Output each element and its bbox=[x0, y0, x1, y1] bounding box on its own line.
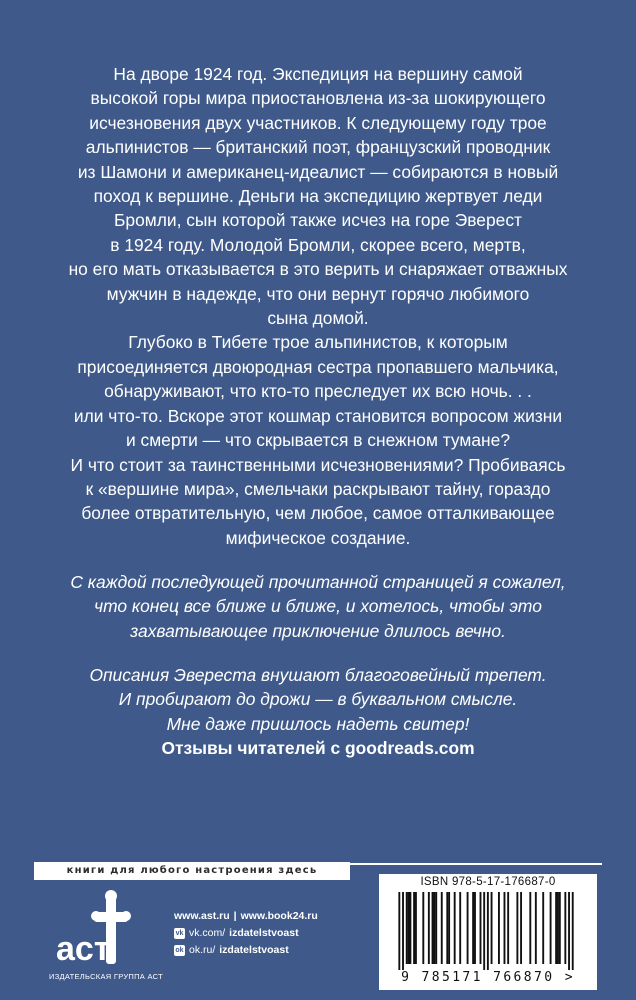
barcode-bar bbox=[529, 892, 531, 964]
blurb-line: в 1924 году. Молодой Бромли, скорее всего, мертв, bbox=[110, 234, 526, 255]
barcode-digits: 9 785171 766870 > bbox=[401, 970, 575, 985]
barcode-bar bbox=[491, 892, 493, 964]
blurb-line: из Шамони и американец-идеалист — собираются в новый bbox=[77, 161, 559, 182]
ok-handle: izdatelstvoast bbox=[219, 944, 289, 956]
publisher-links bbox=[174, 908, 318, 959]
barcode-bar bbox=[435, 892, 437, 964]
barcode-image bbox=[391, 892, 581, 970]
logo-wordmark: аст bbox=[56, 930, 111, 968]
website-link-book24[interactable]: www.book24.ru bbox=[240, 910, 318, 922]
blurb-line: к «вершине мира», смельчаки раскрывают тайну, гораздо bbox=[85, 478, 551, 499]
barcode-bar bbox=[474, 892, 476, 964]
website-link-ast[interactable]: www.ast.ru bbox=[174, 910, 230, 922]
barcode-bar bbox=[441, 892, 443, 964]
review-quote-2 bbox=[40, 663, 596, 761]
barcode-panel bbox=[379, 874, 597, 990]
barcode-bar bbox=[459, 892, 461, 964]
blurb-line: высокой горы мира приостановлена из-за шокирующего bbox=[90, 88, 546, 109]
review-line: Описания Эвереста внушают благоговейный трепет. bbox=[89, 665, 547, 685]
review-line: И пробирают до дрожи — в буквальном смысле. bbox=[118, 689, 518, 710]
blurb-line: Глубоко в Тибете трое альпинистов, к которым bbox=[128, 332, 508, 353]
barcode-bar bbox=[507, 892, 509, 964]
barcode-bar bbox=[402, 892, 404, 970]
barcode-bar bbox=[446, 892, 448, 964]
ok-icon: ok bbox=[175, 947, 184, 954]
barcode-bar bbox=[413, 892, 415, 964]
review-line: Мне даже пришлось надеть свитер! bbox=[166, 713, 470, 734]
barcode-bar bbox=[535, 892, 537, 964]
website-links bbox=[174, 908, 318, 925]
annotation-text bbox=[40, 62, 596, 550]
vk-prefix: vk.com/ bbox=[189, 927, 226, 939]
vk-link[interactable] bbox=[174, 925, 318, 942]
barcode-bar bbox=[550, 892, 552, 964]
barcode-bar bbox=[555, 892, 557, 964]
barcode-bar bbox=[408, 892, 410, 964]
review-quote-1 bbox=[40, 570, 596, 643]
barcode-bar bbox=[406, 892, 408, 964]
barcode-bar bbox=[422, 892, 424, 964]
blurb-line: мифическое создание. bbox=[225, 527, 411, 548]
barcode-bar bbox=[432, 892, 434, 964]
blurb-line: но его мать отказывается в это верить и снаряжает отважных bbox=[68, 259, 568, 280]
vk-handle: izdatelstvoast bbox=[229, 927, 299, 939]
barcode-bar bbox=[433, 892, 435, 964]
barcode-bar bbox=[467, 892, 469, 964]
blurb-line: Бромли, сын которой также исчез на горе Эверест bbox=[114, 210, 522, 231]
barcode-bar bbox=[568, 892, 570, 970]
isbn-text: ISBN 978-5-17-176687-0 bbox=[420, 876, 556, 888]
barcode-bar bbox=[559, 892, 561, 964]
ast-logo bbox=[54, 890, 154, 970]
blurb-line: или что-то. Вскоре этот кошмар становится вопросом жизни bbox=[73, 405, 563, 426]
barcode-bar bbox=[516, 892, 518, 964]
barcode-bar bbox=[398, 892, 400, 970]
barcode-bar bbox=[564, 892, 566, 964]
barcode-bar bbox=[480, 892, 482, 964]
publisher-caption: ИЗДАТЕЛЬСКАЯ ГРУППА АСТ bbox=[49, 972, 163, 981]
barcode-bar bbox=[557, 892, 559, 964]
blurb-line: присоединяется двоюродная сестра пропавшего мальчика, bbox=[77, 356, 559, 377]
barcode-bar bbox=[520, 892, 522, 964]
ok-link[interactable] bbox=[174, 942, 318, 959]
barcode-bar bbox=[487, 892, 489, 970]
review-line: захватывающее приключение длилось вечно. bbox=[130, 620, 506, 641]
barcode-bar bbox=[448, 892, 450, 964]
barcode-bar bbox=[415, 892, 417, 964]
barcode-bar bbox=[498, 892, 500, 964]
blurb-line: поход к вершине. Деньги на экспедицию жертвует леди bbox=[93, 186, 543, 207]
blurb-line: исчезновения двух участников. К следующему году трое bbox=[89, 112, 547, 133]
barcode-bar bbox=[428, 892, 430, 964]
blurb-line: обнаруживают, что кто-то преследует их всю ночь. . . bbox=[104, 381, 532, 402]
blurb-line: более отвратительную, чем любое, самое отталкивающее bbox=[81, 503, 555, 524]
tagline: книги для любого настроения здесь bbox=[34, 862, 350, 880]
review-source: Отзывы читателей с goodreads.com bbox=[161, 738, 475, 759]
blurb-line: альпинистов — британский поэт, французский проводник bbox=[85, 137, 551, 158]
barcode-bar bbox=[454, 892, 456, 964]
blurb-line: и смерти — что скрывается в снежном тумане? bbox=[125, 430, 510, 451]
barcode-bar bbox=[572, 892, 574, 970]
review-line: С каждой последующей прочитанной страницей я сожалел, bbox=[70, 572, 566, 592]
barcode-bar bbox=[542, 892, 544, 964]
barcode-bar bbox=[483, 892, 485, 970]
blurb-line: На дворе 1924 год. Экспедиция на вершину самой bbox=[113, 64, 523, 84]
barcode-bar bbox=[504, 892, 506, 964]
website-separator: | bbox=[233, 910, 237, 922]
ok-prefix: ok.ru/ bbox=[189, 944, 216, 956]
review-line: что конец все ближе и ближе, и хотелось, чтобы это bbox=[94, 596, 542, 617]
vk-icon: vk bbox=[175, 930, 184, 937]
blurb-line: мужчин в надежде, что они вернут горячо любимого bbox=[106, 283, 530, 304]
blurb-line: И что стоит за таинственными исчезновениями? Пробиваясь bbox=[70, 454, 566, 475]
blurb-line: сына домой. bbox=[267, 308, 369, 329]
barcode-bar bbox=[472, 892, 474, 964]
barcode-bar bbox=[409, 892, 411, 964]
